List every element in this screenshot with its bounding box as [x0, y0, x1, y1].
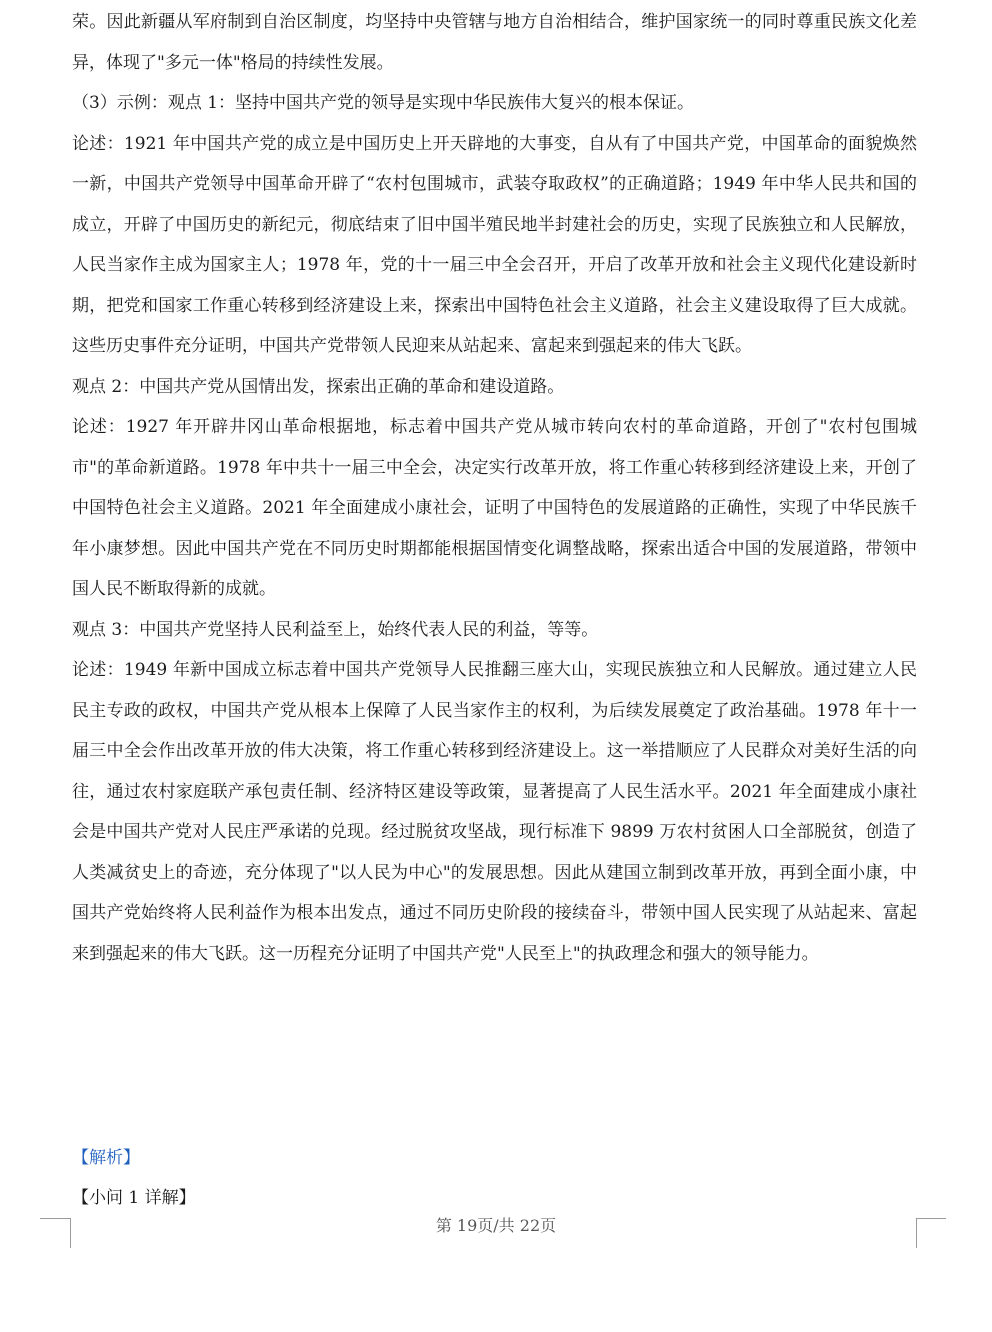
- body-text: [72, 2, 917, 974]
- paragraph-2: （3）示例：观点 1：坚持中国共产党的领导是实现中华民族伟大复兴的根本保证。: [72, 93, 695, 113]
- paragraph-7: 论述：1949 年新中国成立标志着中国共产党领导人民推翻三座大山，实现民族独立和人民解放。通过建立人民民主专政的政权，中国共产党从根本上保障了人民当家作主的权利，为后续发展奠定了政治基础。1978 年十一届三中全会作出改革开放的伟大决策，将工作重心转移到经济建设上。这一举措顺应了人民群众对美好生活的向往，通过农村家庭联产承包责任制、经济特区建设等政策，显著提高了人民生活水平。2021 年全面建成小康社会是中国共产党对人民庄严承诺的兑现。经过脱贫攻坚战，现行标准下 9899 万农村贫困人口全部脱贫，创造了人类减贫史上的奇迹，充分体现了"以人民为中心"的发展思想。因此从建国立制到改革开放，再到全面小康，中国共产党始终将人民利益作为根本出发点，通过不同历史阶段的接续奋斗，带领中国人民实现了从站起来、富起来到强起来的伟大飞跃。这一历程充分证明了中国共产党"人民至上"的执政理念和强大的领导能力。: [72, 660, 917, 964]
- page-number-footer: 第 19页/共 22页: [435, 1216, 557, 1235]
- paragraph-1: 荣。因此新疆从军府制到自治区制度，均坚持中央管辖与地方自治相结合，维护国家统一的同时尊重民族文化差异，体现了"多元一体"格局的持续性发展。: [72, 12, 917, 73]
- paragraph-3: 论述：1921 年中国共产党的成立是中国历史上开天辟地的大事变，自从有了中国共产党，中国革命的面貌焕然一新，中国共产党领导中国革命开辟了“农村包围城市，武装夺取政权”的正确道路；1949 年中华人民共和国的成立，开辟了中国历史的新纪元，彻底结束了旧中国半殖民地半封建社会的历史，实现了民族独立和人民解放，人民当家作主成为国家主人；1978 年，党的十一届三中全会召开，开启了改革开放和社会主义现代化建设新时期，把党和国家工作重心转移到经济建设上来，探索出中国特色社会主义道路，社会主义建设取得了巨大成就。这些历史事件充分证明，中国共产党带领人民迎来从站起来、富起来到强起来的伟大飞跃。: [72, 133, 917, 356]
- paragraph-6: 观点 3：中国共产党坚持人民利益至上，始终代表人民的利益，等等。: [72, 619, 599, 640]
- paragraph-4: 观点 2：中国共产党从国情出发，探索出正确的革命和建设道路。: [72, 376, 565, 397]
- subquestion-heading: 【小问 1 详解】: [72, 1188, 196, 1208]
- paragraph-5: 论述：1927 年开辟井冈山革命根据地，标志着中国共产党从城市转向农村的革命道路，开创了"农村包围城市"的革命新道路。1978 年中共十一届三中全会，决定实行改革开放，将工作重心转移到经济建设上来，开创了中国特色社会主义道路。2021 年全面建成小康社会，证明了中国特色的发展道路的正确性，实现了中华民族千年小康梦想。因此中国共产党在不同历史时期都能根据国情变化调整战略，探索出适合中国的发展道路，带领中国人民不断取得新的成就。: [72, 417, 917, 599]
- analysis-heading: 【解析】: [72, 1148, 140, 1168]
